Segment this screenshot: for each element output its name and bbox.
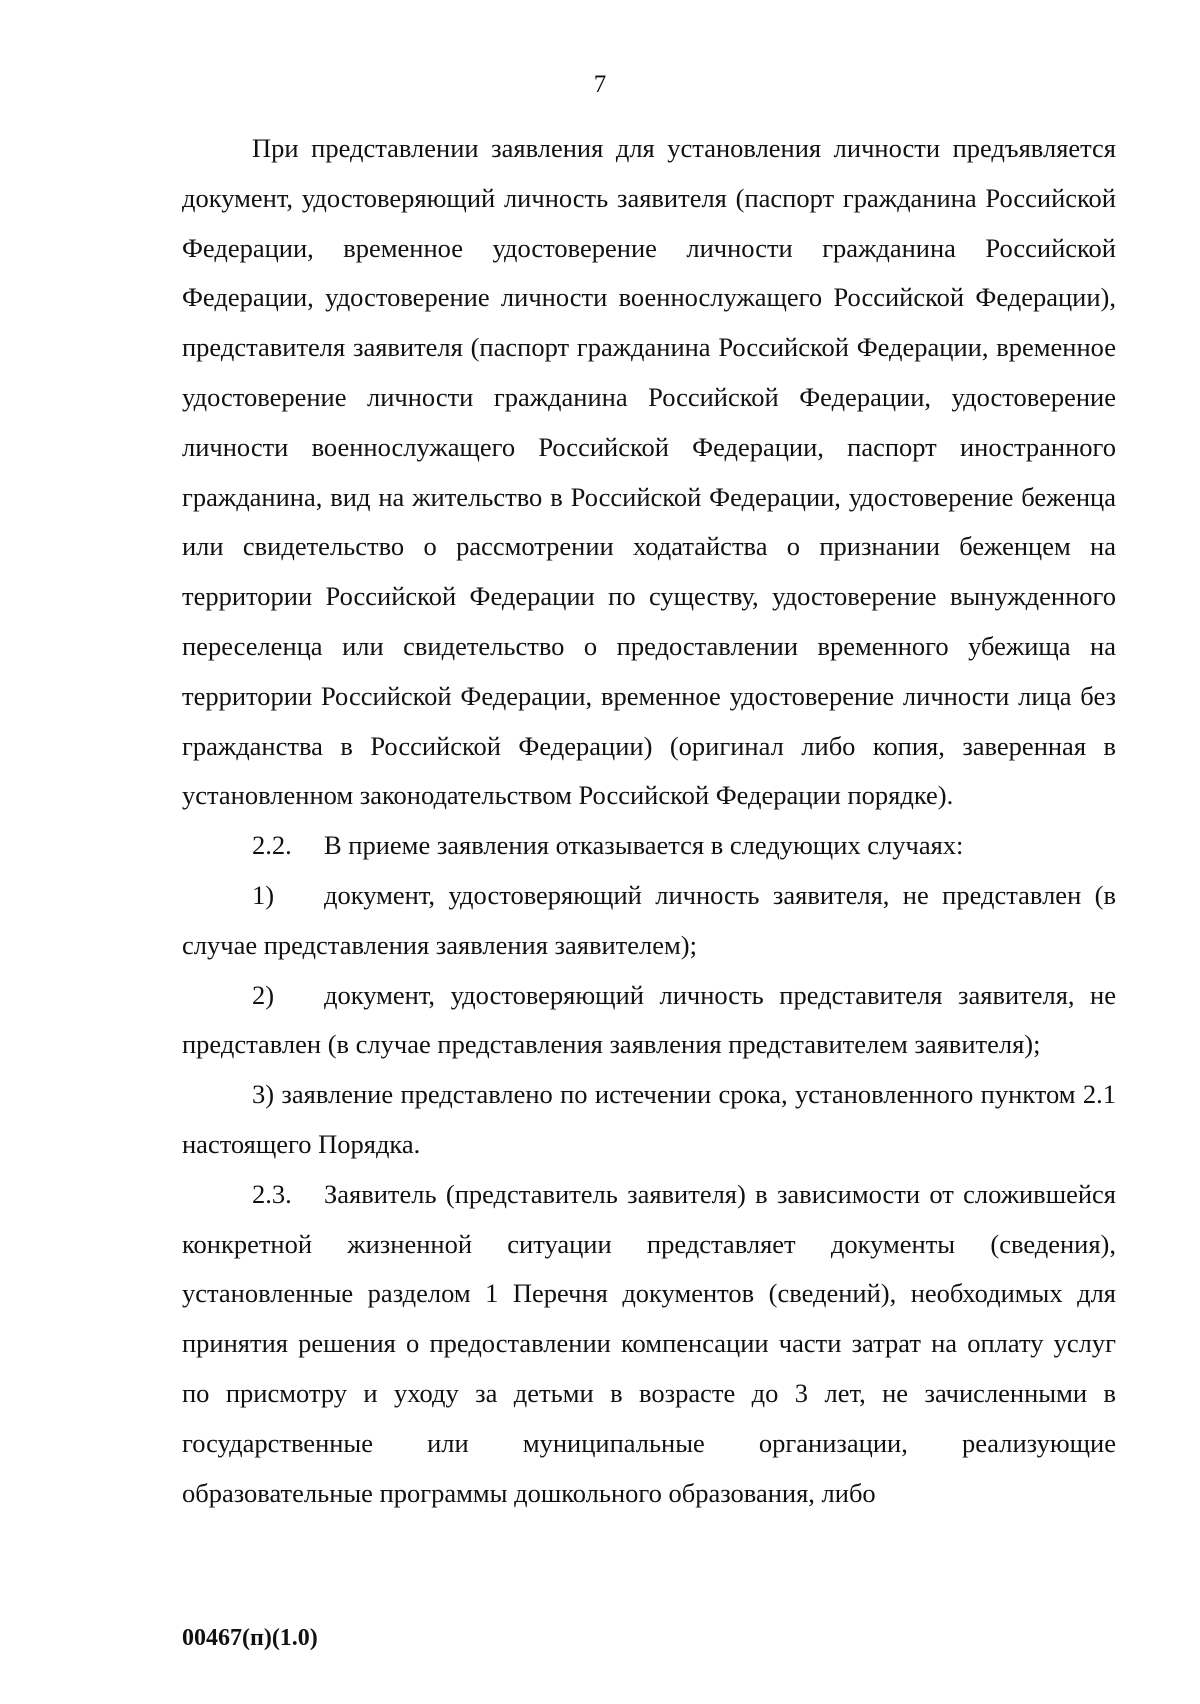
document-code: 00467(п)(1.0) bbox=[182, 1625, 318, 1651]
paragraph-text: Заявитель (представитель заявителя) в зависимости от сложившейся конкретной жизненной ситуации представляет документы (сведения), установленные разделом 1 Перечня документов (сведений), необходимых для принятия решения о предоставлении компенсации части затрат на оплату услуг по присмотру и уходу за детьми в возрасте до 3 лет, не зачисленными в государственные или муниципальные организации, реализующие образовательные программы дошкольного образования, либо bbox=[182, 1178, 1116, 1508]
list-item-text: документ, удостоверяющий личность заявителя, не представлен (в случае представления заявления заявителем); bbox=[182, 879, 1116, 960]
paragraph-2-3 bbox=[182, 1170, 1116, 1519]
paragraph-text: В приеме заявления отказывается в следующих случаях: bbox=[324, 830, 964, 861]
list-item-2 bbox=[182, 971, 1116, 1071]
page-number: 7 bbox=[593, 71, 607, 98]
list-item-1 bbox=[182, 871, 1116, 971]
list-item-text: документ, удостоверяющий личность представителя заявителя, не представлен (в случае представления заявления представителем заявителя); bbox=[182, 979, 1116, 1060]
list-item-number: 1) bbox=[252, 879, 275, 910]
list-item-3 bbox=[182, 1070, 1116, 1170]
document-body bbox=[182, 124, 1116, 1518]
paragraph-number: 2.3. bbox=[252, 1178, 292, 1209]
paragraph-number: 2.2. bbox=[252, 830, 292, 861]
paragraph-text: При представлении заявления для установления личности предъявляется документ, удостоверяющий личность заявителя (паспорт гражданина Российской Федерации, временное удостоверение личности гражданина Российской Федерации, удостоверение личности военнослужащего Российской Федерации), представителя заявителя (паспорт гражданина Российской Федерации, временное удостоверение личности гражданина Российской Федерации, удостоверение личности военнослужащего Российской Федерации, паспорт иностранного гражданина, вид на жительство в Российской Федерации, удостоверение беженца или свидетельство о рассмотрении ходатайства о признании беженцем на территории Российской Федерации по существу, удостоверение вынужденного переселенца или свидетельство о предоставлении временного убежища на территории Российской Федерации, временное удостоверение личности лица без гражданства в Российской Федерации) (оригинал либо копия, заверенная в установленном законодательством Российской Федерации порядке). bbox=[182, 133, 1116, 811]
list-item-number: 2) bbox=[252, 979, 275, 1010]
list-item-text: 3) заявление представлено по истечении срока, установленного пунктом 2.1 настоящего Порядка. bbox=[182, 1079, 1116, 1159]
paragraph-2-2 bbox=[182, 821, 1116, 871]
paragraph-identity-documents bbox=[182, 124, 1116, 821]
